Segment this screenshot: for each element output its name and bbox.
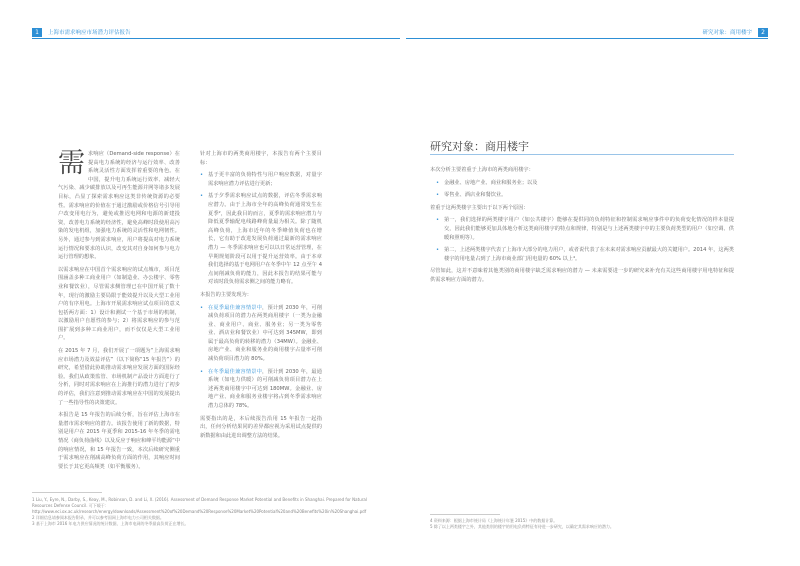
bullet-dot-icon: • [200,172,204,179]
left-header-rule [32,38,400,39]
findings-intro: 本报告的主要发现为： [200,291,252,298]
bullet-dot-icon: • [200,368,204,375]
footnote-2: 2 详细信息请参阅本报告附录，并可以参考国网上海市电力公司相关数据。 [32,515,164,520]
note-paragraph: 需要指出的是，本后续报告沿用 15 年报告一起指出，任何分析结果同的差异都应视为采用试点提供的新数据和由此进出调整方法的结果。 [200,415,322,439]
footnote-1: 1 Liu, Y., Eyre, N., Darby, S., Keay, M., Robinson, D. and Li, X. (2016). Assessment of Demand Response Market Potential and Benefits in Shanghai. Prepared for Natural Resources Defense Council. 可下载于：http://www.eci.ox.ac.uk/research/energy/downloads/Assessment%20of%20Demand%20Response%20Market%20Potential%20and%20Benefits%20in%20Shanghai.pdf [32,497,367,514]
caveat-paragraph: 尽管如此，这并不意味着其他类别的商用楼宇缺乏需求响应的潜力 — 未来需要进一步的研究来补充有关这些商用楼宇用电特征和提供需求响应方面的潜力。 [430,268,734,283]
winter-scenario-highlight: 在冬季最佳兼容情景中 [208,368,263,375]
research-object-column [430,166,734,289]
right-page-number: 2 [758,28,768,37]
intro-text: 求响应（Demand-side response）在提高电力系统的经济与运行效率、改善系统灵活性方面发挥着重要的角色。在中国，提升电力系统运行效率、减轻大气污染、减少碳排放以及可再生能源并网等诸多发展目标，凸显了探索需求响应这类非传统资源的必要性。需求响应的价值在于通过激励或价格信号引导用户改变用电行为，避免或推迟电网和电源的新建投资，改善电力系统的经济性，避免高峰时段使用高污染的发电机组，加强电力系统的灵活性和电网韧性。另外，通过参与到需求响应，用户将提高对电力系统运行情况和要求的认识，改变其对自身如何参与电力运行管理的想象。 [58,151,180,261]
footnote-4: 4 资料来源：根据上海市统计局《上海统计年鉴 2015》中的数据计算。 [430,518,558,523]
right-header-title: 研究对象：商用楼宇 [702,30,752,36]
left-header-title: 上海市需求响应市场潜力评估报告 [48,30,131,36]
goal-bullet-2: • 基于夕季需求响应试点的数据，评估冬季需求响应潜力。由于上海市全年的高峰负荷通常发生在夏季²，因此我目的而言，夏季的需求响应潜力与降低夏季输配电线路峰荷量最为相关。除了随机高峰负荷，上海市近年的冬季峰值负荷也在增长，它有助于改进发展负荷通过最新的需求响应潜力 — 冬季需求响应也可以以日常运营管理，在早期规划阶段可以用于提升运营效率。由于本章我们选择的基于电网用户在冬季中午 12 点至午 4 点间削减负荷的能力，因此本报告的结果可能与对该时段负荷需求侧之间的能力略有。 [200,193,322,286]
dropcap: 需 [58,148,85,179]
reason-bullet-2: • 第二，上述两类楼宇代表了上海市大部分的电力用户，或者说代表了在未来对需求响应贡献最大的关键用户。2014 年，这两类楼宇的用电量占到了上海市商业部门用电量的 60% 以上⁴。 [436,247,734,262]
paragraph-2015-study: 在 2015 年 7 月，我们开展了一项题为“上海需求响应市场潜力及效益评估”（以下简称“15 年报告”）的研究，希望借此协助推动需求响应发展方面的国际经验。我们从政策监管、市场机制产品设计方面进行了分析，同时对需求响应在上海推行的潜力进行了初步的评估，我们注意到推动需求响应在中国的发展提出了一些指导性的决策建议。 [58,348,180,406]
goals-column [200,150,322,444]
right-footnote-rule [430,514,500,515]
right-header-rule [406,38,768,39]
bullet-dot-icon: • [436,192,440,199]
bullet-dot-icon: • [436,179,440,186]
footnote-3: 3 基于上海市 2016 年电力供应情况的统计数据，上海市电网的冬季最高负荷正在增长。 [32,521,189,526]
paragraph-follow-up: 本报告是 15 年报告的后续分析，旨在评估上海市在量潜市需求响应的潜力。该报告使用了新的数据，特别是用户在 2015 年夏季和 2015-16 年冬季的需电情况（商负荷曲线）以及反应于响应和峰平均能源“中的响应情况，和 15 年报告一致，本次后续研究侧重于需求响应在削减高峰负荷方面的作用，其响应时间要长于其它更高频类（如平衡服务）。 [58,412,181,470]
goals-intro: 针对上海市的两类商用楼宇，本报告有两个主要目标： [200,151,322,166]
left-header [32,28,137,36]
summer-scenario-highlight: 在夏季最佳兼容情景中 [208,304,263,311]
paragraph-pilot: 以需求响应在中国首个需求响应的试点城市，项目范围涵盖多种工商业用户（如制造业、办公楼宇、零售业和餐饮业），尽管需求侧管理已在中国开展了数十年，现行的激励主要局限于能效提升以及大型工业用户的有序用电。上海市开展需求响应试点项目的意义包括两方面：1）设计和测试一个基于市场的机制，以激励用户自愿性的参与；2）将需求响应的参与范围扩展到多种工商业用户，而不仅仅是大型工业用户。 [58,266,180,342]
reason-bullet-1: • 第一，我们选择的两类楼宇用户（如公共楼宇）能够在提供同的负荷特征和控制需求响应事件中的负荷变化情况的样本量提交，因此我们能够更加具体地分析这类商用楼宇的特点和规律，特别是与上述两类楼宇中的主要负荷类型的用户（如空调、供暖和照明等）。 [436,217,734,241]
bullet-dot-icon: • [436,217,440,224]
finding-bullet-summer: • 在夏季最佳兼容情景中，预计到 2030 年，可削减负荷项目的潜力在两类商用楼宇（一类为金融业、商业用户、商业、服务业；另一类为零售业、酒店业和餐饮业）中可达到 345MW，即到属于最高负荷的转移的潜力（34MW）。金融业、房地产业、商业和服务业的商用楼宇占量率可削减负荷项目潜力的 80%。 [200,304,322,363]
section-rule [430,154,734,155]
footnote-5: 5 除了以上两类楼宇之外，其他类别的楼宇的用电负荷特征有待进一步研究，以确定其需求响应的潜力。 [430,524,614,529]
scope-bullet-2: • 零售业、酒店业和餐饮业。 [436,192,507,199]
left-page-number: 1 [32,28,42,37]
scope-bullet-1: • 金融业、房地产业、商业和服务业；以及 [436,179,538,186]
left-footnote-rule [32,492,102,493]
right-footnotes [430,518,770,530]
intro-paragraph [58,150,180,262]
goal-bullet-1: • 基于更丰富的负荷特性与用户响应数据，对量宇需求响应潜力评估进行更新； [200,172,322,187]
scope-intro: 本次分析主要着重于上海市的两类商用楼宇： [430,167,534,173]
right-header [696,28,768,36]
intro-column [58,150,180,475]
reasons-intro: 着重于这两类楼宇主要出于以下两个原因： [430,204,529,211]
bullet-dot-icon: • [200,193,204,200]
bullet-dot-icon: • [200,304,204,311]
left-footnotes [32,497,372,527]
section-title: 研究对象：商用楼宇 [430,140,529,153]
bullet-dot-icon: • [436,247,440,254]
finding-bullet-winter: • 在冬季最佳兼容情景中，预计到 2030 年，最通系统（如电力供暖）的可削减负荷项目潜力在上述两类商用楼宇中可达到 180MW。金融业、房地产业、商业和服务业楼宇将占到冬季需求响应潜力总体的 78%。 [200,368,322,410]
